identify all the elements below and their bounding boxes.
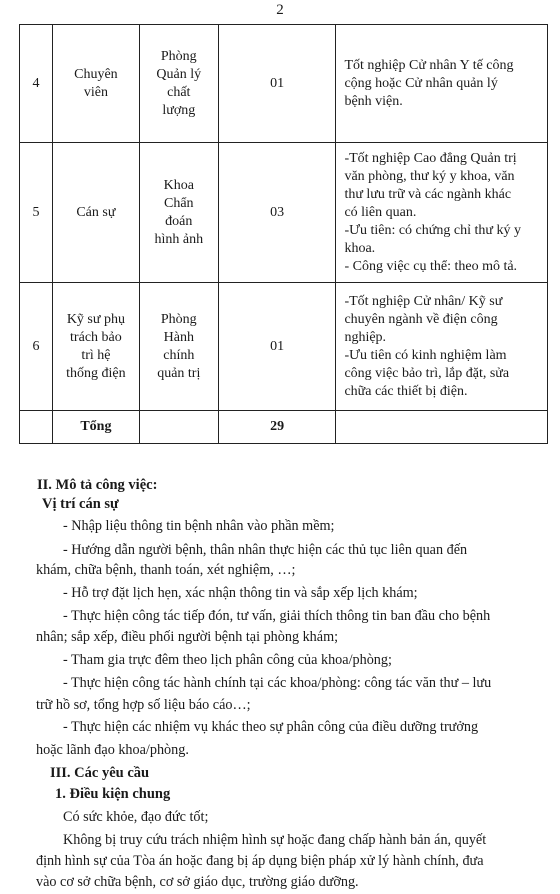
page-number: 2 [276, 2, 284, 18]
condition-line: vào cơ sở chữa bệnh, cơ sở giáo dục, trường giáo dưỡng. [36, 874, 359, 890]
requirements: -Tốt nghiệp Cử nhân/ Kỹ sư chuyên ngành về điện công nghiệp. -Ưu tiên có kinh nghiệm làm công việc bảo trì, lắp đặt, sửa chữa các thiết bị điện. [336, 283, 548, 411]
requirements: Tốt nghiệp Cử nhân Y tế công cộng hoặc Cử nhân quản lý bệnh viện. [336, 25, 548, 143]
department: Phòng Quản lý chất lượng [139, 25, 218, 143]
quantity: 03 [218, 143, 336, 283]
table-row [20, 283, 548, 411]
condition-line: Có sức khỏe, đạo đức tốt; [63, 809, 209, 825]
position-title: Cán sự [52, 143, 139, 283]
duty-line: trữ hồ sơ, tổng hợp số liệu báo cáo…; [36, 697, 251, 713]
row-index: 4 [20, 25, 53, 143]
total-row [20, 411, 548, 444]
table-row [20, 25, 548, 143]
section-subheading: Vị trí cán sự [42, 496, 119, 512]
duty-line: - Thực hiện công tác hành chính tại các khoa/phòng: công tác văn thư – lưu [63, 675, 492, 691]
duty-line: - Nhập liệu thông tin bệnh nhân vào phần mềm; [63, 518, 335, 534]
position-title: Chuyên viên [52, 25, 139, 143]
total-label: Tổng [52, 411, 139, 444]
quantity: 01 [218, 283, 336, 411]
condition-line: định hình sự của Tòa án hoặc đang bị áp dụng biện pháp xử lý hành chính, đưa [36, 853, 484, 869]
duty-line: nhân; sắp xếp, điều phối người bệnh tại phòng khám; [36, 629, 339, 645]
quantity: 01 [218, 25, 336, 143]
positions-table [19, 24, 548, 444]
duty-line: - Thực hiện các nhiệm vụ khác theo sự phân công của điều dưỡng trưởng [63, 719, 479, 735]
duty-line: hoặc lãnh đạo khoa/phòng. [36, 742, 189, 758]
duty-line: - Hướng dẫn người bệnh, thân nhân thực hiện các thủ tục liên quan đến [63, 542, 468, 558]
department: Khoa Chẩn đoán hình ảnh [139, 143, 218, 283]
requirements: -Tốt nghiệp Cao đẳng Quản trị văn phòng, thư ký y khoa, văn thư lưu trữ và các ngành khác có liên quan. -Ưu tiên: có chứng chỉ thư ký y khoa. - Công việc cụ thể: theo mô tả. [336, 143, 548, 283]
section-subheading: 1. Điều kiện chung [55, 786, 171, 802]
condition-line: Không bị truy cứu trách nhiệm hình sự hoặc đang chấp hành bản án, quyết [63, 832, 487, 848]
section-heading: II. Mô tả công việc: [37, 477, 158, 493]
position-title: Kỹ sư phụ trách bảo trì hệ thống điện [52, 283, 139, 411]
row-index: 5 [20, 143, 53, 283]
row-index: 6 [20, 283, 53, 411]
table-row [20, 143, 548, 283]
duty-line: - Thực hiện công tác tiếp đón, tư vấn, giải thích thông tin ban đầu cho bệnh [63, 608, 491, 624]
section-heading: III. Các yêu cầu [50, 765, 150, 781]
duty-line: - Tham gia trực đêm theo lịch phân công của khoa/phòng; [63, 652, 392, 668]
department: Phòng Hành chính quản trị [139, 283, 218, 411]
duty-line: - Hỗ trợ đặt lịch hẹn, xác nhận thông tin và sắp xếp lịch khám; [63, 585, 418, 601]
total-value: 29 [218, 411, 336, 444]
duty-line: khám, chữa bệnh, thanh toán, xét nghiệm, …; [36, 562, 296, 578]
